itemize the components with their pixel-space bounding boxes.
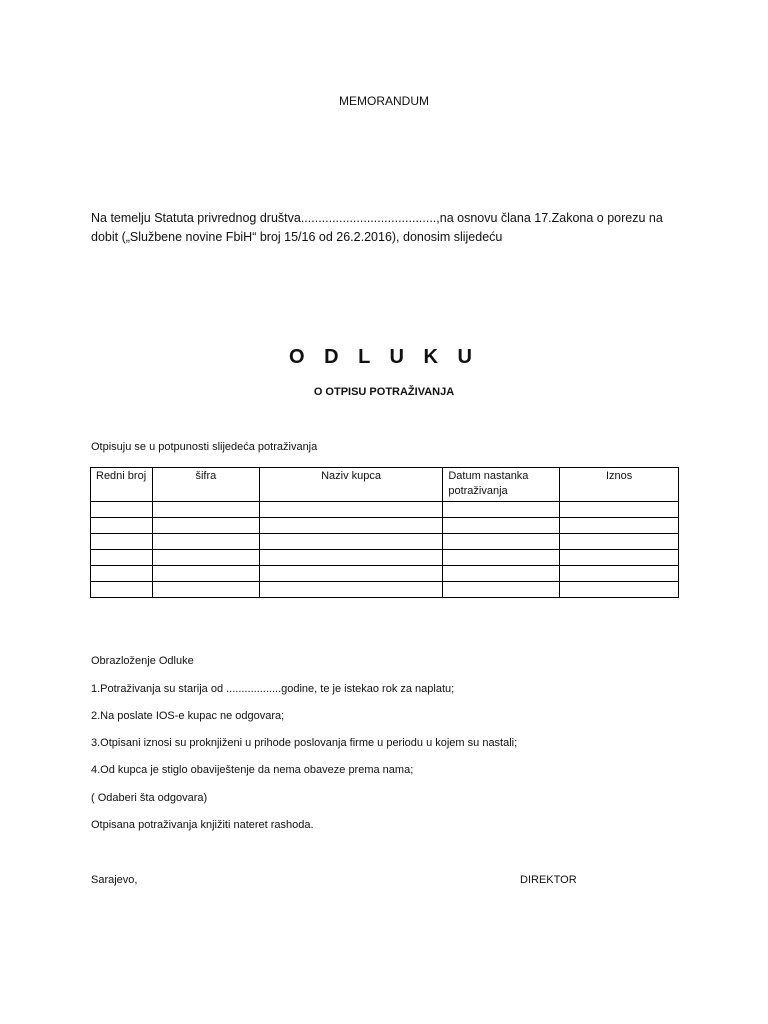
explanation-item: 1.Potraživanja su starija od ..................godine, te je istekao rok za naplatu; [91, 683, 455, 695]
explanation-item: 2.Na poslate IOS-e kupac ne odgovara; [91, 710, 285, 722]
signature-role: DIREKTOR [520, 874, 577, 886]
table-cell[interactable] [259, 534, 443, 550]
table-cell[interactable] [443, 582, 560, 598]
table-header-row [91, 468, 679, 502]
signature-city: Sarajevo, [91, 874, 138, 886]
table-cell[interactable] [152, 582, 259, 598]
table-cell[interactable] [443, 566, 560, 582]
table-cell[interactable] [560, 534, 679, 550]
column-header-redni-broj: Redni broj [91, 468, 153, 502]
table-row [91, 582, 679, 598]
decision-subtitle: O OTPISU POTRAŽIVANJA [313, 386, 455, 398]
table-cell[interactable] [259, 550, 443, 566]
table-cell[interactable] [91, 550, 153, 566]
table-row [91, 550, 679, 566]
table-row [91, 534, 679, 550]
table-cell[interactable] [560, 550, 679, 566]
table-cell[interactable] [259, 502, 443, 518]
table-row [91, 566, 679, 582]
table-cell[interactable] [152, 502, 259, 518]
table-cell[interactable] [560, 518, 679, 534]
explanation-item: 4.Od kupca je stiglo obaviještenje da nema obaveze prema nama; [91, 764, 414, 776]
table-row [91, 518, 679, 534]
explanation-item: 3.Otpisani iznosi su proknjiženi u prihode poslovanja firme u periodu u kojem su nastali; [91, 737, 518, 749]
decision-title: O D L U K U [289, 346, 479, 368]
table-cell[interactable] [443, 550, 560, 566]
table-cell[interactable] [443, 518, 560, 534]
table-cell[interactable] [91, 502, 153, 518]
claims-table [90, 467, 679, 598]
table-cell[interactable] [259, 518, 443, 534]
intro-line: dobit („Službene novine FbiH“ broj 15/16 od 26.2.2016), donosim slijedeću [91, 230, 503, 244]
table-cell[interactable] [560, 582, 679, 598]
table-row [91, 502, 679, 518]
memorandum-header: MEMORANDUM [339, 94, 429, 108]
table-cell[interactable] [560, 502, 679, 518]
table-cell[interactable] [443, 534, 560, 550]
column-header-datum-nastanka: Datum nastanka potraživanja [443, 468, 560, 502]
table-cell[interactable] [259, 582, 443, 598]
explanation-note: ( Odaberi šta odgovara) [91, 792, 208, 804]
table-cell[interactable] [91, 566, 153, 582]
table-cell[interactable] [91, 518, 153, 534]
column-header-iznos: Iznos [560, 468, 679, 502]
table-cell[interactable] [91, 582, 153, 598]
explanation-heading: Obrazloženje Odluke [91, 655, 194, 667]
table-cell[interactable] [152, 534, 259, 550]
table-cell[interactable] [259, 566, 443, 582]
intro-line: Na temelju Statuta privrednog društva.......................................,na osnovu člana 17.Zakona o porezu na [91, 211, 663, 225]
column-header-naziv-kupca: Naziv kupca [259, 468, 443, 502]
table-cell[interactable] [443, 502, 560, 518]
table-intro-text: Otpisuju se u potpunosti slijedeća potraživanja [91, 441, 318, 453]
table-cell[interactable] [560, 566, 679, 582]
column-header-sifra: šifra [152, 468, 259, 502]
table-cell[interactable] [152, 550, 259, 566]
intro-paragraph [91, 209, 691, 247]
table-cell[interactable] [152, 518, 259, 534]
table-cell[interactable] [152, 566, 259, 582]
explanation-conclusion: Otpisana potraživanja knjižiti nateret rashoda. [91, 819, 314, 831]
table-cell[interactable] [91, 534, 153, 550]
